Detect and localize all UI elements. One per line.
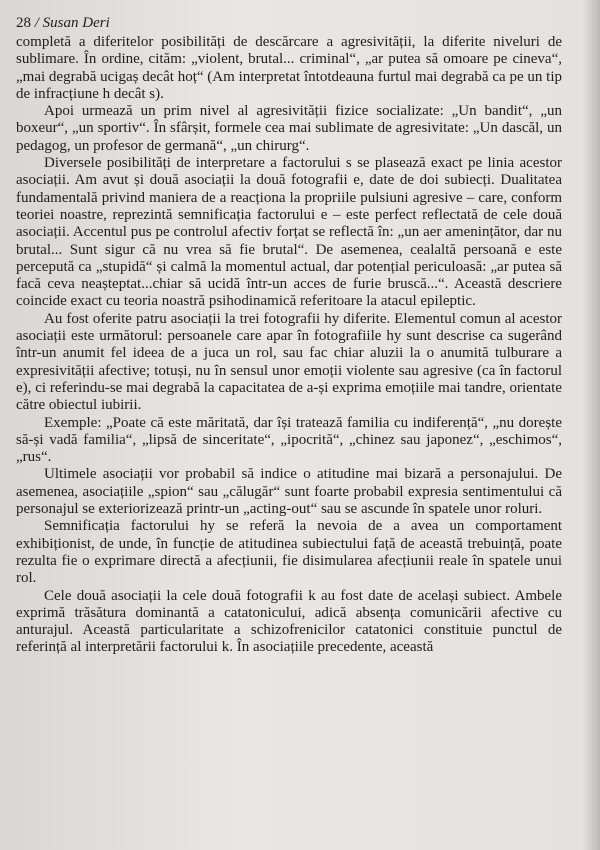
page-spine-shadow <box>582 0 600 850</box>
author-name: Susan Deri <box>42 15 110 31</box>
header-separator: / <box>34 15 43 31</box>
body-text <box>16 34 562 657</box>
running-header <box>16 14 562 32</box>
paragraph: Diversele posibilități de interpretare a factorului s se plasează exact pe linia acestor asociații. Am avut și două asociații la două fotografii e, date de doi subiecți. Dualitatea fundamentală privind maniera de a reacționa la propriile pulsiuni agresive – care, conform teoriei noastre, reprezintă semnificația factorului e – este perfect reflectată de cele două asociații. Accentul pus pe controlul afectiv forțat se reflectă în: „un aer amenințător, dar nu brutal... Sunt sigur că nu vrea să fie brutal“. De asemenea, cealaltă persoană e este percepută ca „stupidă“ și calmă la momentul actual, dar potențial periculoasă: „ar putea să facă ceva neașteptat...chiar să ucidă într-un acces de furie bruscă...“. Această descriere coincide exact cu teoria noastră psihodinamică referitoare la atacul epileptic. <box>16 155 562 310</box>
paragraph: Apoi urmează un prim nivel al agresivității fizice socializate: „Un bandit“, „un boxeur“, „un sportiv“. În sfârșit, formele cea mai sublimate de agresivitate: „Un dascăl, un pedagog, un profesor de germană“, „un chirurg“. <box>16 103 562 154</box>
paragraph: Semnificația factorului hy se referă la nevoia de a avea un comportament exhibiționist, de unde, în funcție de atitudinea subiectului față de această trebuință, poate rezulta fie o exprimare directă a afecțiunii, fie disimularea afecțiunii reale în spatele unui rol. <box>16 518 562 587</box>
paragraph: Au fost oferite patru asociații la trei fotografii hy diferite. Elementul comun al acestor asociații este următorul: persoanele care apar în fotografiile hy sunt descrise ca sugerând într-un anumit fel ideea de a juca un rol, sau fac chiar aluzii la o anumită tulburare a expresivității afective; totuși, nu în sensul unor emoții violente sau agresive (ca în factorul e), ci referindu-se mai degrabă la capacitatea de a-și exprima emoțiile mai tandre, orientate către obiectul iubirii. <box>16 310 562 414</box>
paragraph: Exemple: „Poate că este măritată, dar își tratează familia cu indiferență“, „nu dorește să-și vadă familia“, „lipsă de sinceritate“, „ipocrită“, „chinez sau japonez“, „eschimos“, „rus“. <box>16 414 562 466</box>
page-number: 28 <box>16 15 31 31</box>
paragraph: Ultimele asociații vor probabil să indice o atitudine mai bizară a personajului. De asemenea, asociațiile „spion“ sau „călugăr“ sunt foarte probabil expresia sentimentului că personajul se exteriorizează printr-un „acting-out“ sau se ascunde în spatele unor roluri. <box>16 466 562 518</box>
paragraph: completă a diferitelor posibilități de descărcare a agresivității, la diferite niveluri de sublimare. În ordine, cităm: „violent, brutal... criminal“, „ar putea să omoare pe cineva“, „mai degrabă ucigaș decât hoț“ (Am interpretat întotdeauna furtul mai degrabă ca pe un tip de infracțiune h decât s). <box>16 34 562 102</box>
paragraph: Cele două asociații la cele două fotografii k au fost date de același subiect. Ambele exprimă trăsătura dominantă a catatonicului, adică absența comunicării afective cu anturajul. Această particularitate a schizofrenicilor catatonici constituie punctul de referință al interpretării factorului k. În asociațiile precedente, această <box>16 587 562 656</box>
